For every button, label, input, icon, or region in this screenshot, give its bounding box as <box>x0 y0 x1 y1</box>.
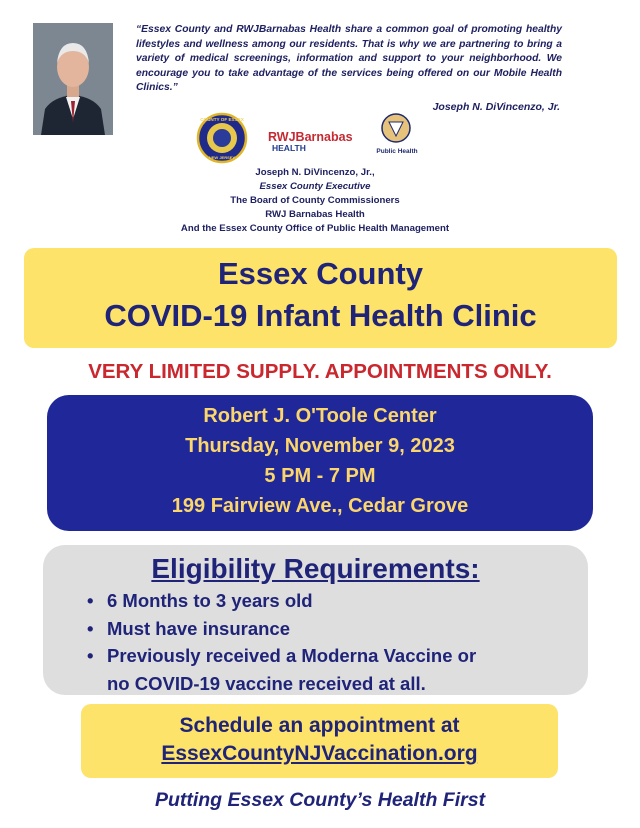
credit-line-5: And the Essex County Office of Public Health Management <box>180 223 450 234</box>
eligibility-item-1: 6 Months to 3 years old <box>107 590 313 611</box>
tagline: Putting Essex County’s Health First <box>154 789 486 811</box>
eligibility-list <box>87 587 476 697</box>
supply-notice: VERY LIMITED SUPPLY. APPOINTMENTS ONLY. <box>88 360 552 383</box>
event-date: Thursday, November 9, 2023 <box>185 435 455 457</box>
rwj-logo-sub: HEALTH <box>272 143 306 153</box>
seal-subtext: NEW JERSEY <box>208 155 236 160</box>
public-health-text: Public Health <box>376 148 418 155</box>
eligibility-item-3: Previously received a Moderna Vaccine or <box>107 645 477 666</box>
essex-county-seal-icon <box>198 114 246 162</box>
bullet-icon: • <box>87 590 94 611</box>
sponsor-credits <box>100 166 530 236</box>
title-line-2: COVID-19 Infant Health Clinic <box>104 298 537 333</box>
bullet-icon: • <box>87 645 94 666</box>
list-item <box>87 615 476 643</box>
rwj-logo-main: RWJBarnabas <box>268 130 353 144</box>
title-line-1: Essex County <box>217 256 423 291</box>
schedule-box <box>81 704 558 778</box>
list-item <box>87 642 476 670</box>
event-details-box <box>47 395 593 531</box>
credit-line-4: RWJ Barnabas Health <box>265 209 365 220</box>
event-address: 199 Fairview Ave., Cedar Grove <box>171 495 469 517</box>
executive-portrait <box>33 23 113 135</box>
logos-svg <box>196 112 436 164</box>
credit-line-2: Essex County Executive <box>259 181 371 192</box>
partner-logos <box>196 112 436 164</box>
eligibility-title: Eligibility Requirements: <box>151 553 480 584</box>
clinic-title-banner <box>24 248 617 348</box>
executive-quote: “Essex County and RWJBarnabas Health share a common goal of promoting healthy lifestyles and wellness among our residents. That is why we are partnering to bring a variety of medical screenings, information and support to your neighborhood. We encourage you to take advantage of the services being offered on our Mobile Health Clinics.” <box>136 24 562 94</box>
public-health-logo <box>376 114 417 155</box>
schedule-text: Schedule an appointment at <box>179 714 460 737</box>
event-venue: Robert J. O'Toole Center <box>203 405 437 427</box>
quote-author: Joseph N. DiVincenzo, Jr. <box>432 101 560 113</box>
list-item <box>87 587 476 615</box>
eligibility-item-3-continuation: no COVID-19 vaccine received at all. <box>107 672 426 694</box>
bullet-icon: • <box>87 617 94 639</box>
credit-line-3: The Board of County Commissioners <box>230 195 400 206</box>
seal-text: COUNTY OF ESSEX <box>200 117 244 122</box>
rwj-barnabas-logo <box>268 130 353 153</box>
eligibility-item-2: Must have insurance <box>107 617 291 639</box>
portrait-image <box>33 23 113 135</box>
event-time: 5 PM - 7 PM <box>264 465 376 487</box>
credit-line-1: Joseph N. DiVincenzo, Jr., <box>255 167 375 178</box>
schedule-link[interactable]: EssexCountyNJVaccination.org <box>161 742 478 765</box>
eligibility-box <box>43 545 588 695</box>
